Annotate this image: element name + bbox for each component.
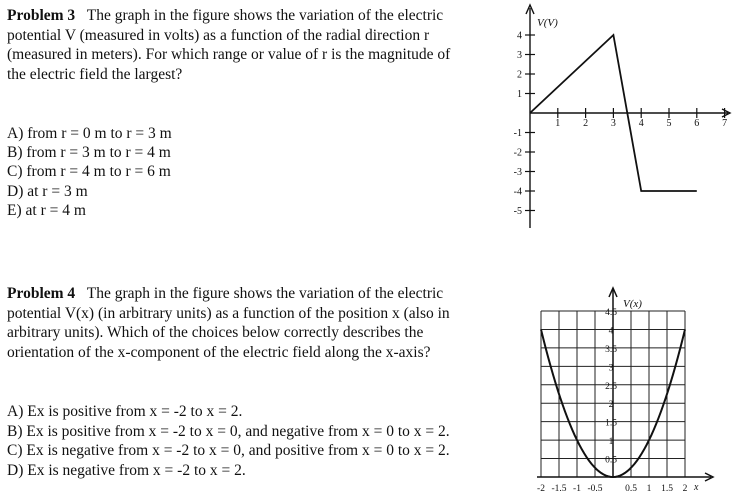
problem4-choice-c[interactable]: C) Ex is negative from x = -2 to x = 0, and positive from x = 0 to x = 2. [7,442,450,459]
x-tick-label: 7 [722,118,728,129]
y-tick-label: 3.5 [605,344,617,355]
problem3-chart [514,5,736,228]
x-tick-label: 2 [583,118,589,129]
y-tick-label: 2.5 [605,381,617,392]
y-tick-label: 0.5 [605,455,617,466]
x-axis-label: x [694,482,699,493]
problem4-label: Problem 4 [7,285,76,302]
x-tick-label: 3 [610,118,616,129]
x-tick-label: 1 [646,484,652,494]
problem3-line-3: (measured in meters). For which range or value of r is the magnitude of [7,46,451,63]
y-tick-label: 4.5 [605,308,617,318]
x-tick-label: 4 [638,118,644,129]
y-tick-label: 3 [517,50,522,61]
x-tick-label: 1 [555,118,561,129]
problem4-choice-a[interactable]: A) Ex is positive from x = -2 to x = 2. [7,403,243,420]
x-tick-label: 1.5 [661,484,673,494]
problem4-line-4: orientation of the x-component of the electric field along the x-axis? [7,343,431,361]
x-tick-label: -1 [573,484,581,494]
problem4-line-3: arbitrary units). Which of the choices below correctly describes the [7,324,424,341]
y-tick-label: 2 [517,69,522,81]
x-tick-label: 2 [682,484,688,494]
y-axis-label: V(V) [537,17,558,29]
x-tick-label: 6 [694,118,700,129]
problem4-choice-d[interactable]: D) Ex is negative from x = -2 to x = 2. [7,461,246,479]
x-tick-label: 0.5 [625,484,637,494]
y-axis-label: V(x) [623,298,642,310]
y-tick-label: 3 [608,363,614,374]
problem3-choice-b[interactable]: B) from r = 3 m to r = 4 m [7,144,171,162]
problem3-choice-e[interactable]: E) at r = 4 m [7,201,86,219]
x-tick-label: -0.5 [587,484,603,494]
problem4-line-2: potential V(x) (in arbitrary units) as a function of the position x (also in [7,304,450,322]
y-tick-label: -1 [513,128,522,139]
y-tick-label: -5 [513,206,522,217]
y-tick-label: 1 [608,437,614,448]
x-tick-label: -2 [537,484,545,494]
x-tick-label: -1.5 [551,484,567,494]
problem4-choice-b[interactable]: B) Ex is positive from x = -2 to x = 0, and negative from x = 0 to x = 2. [7,422,450,440]
problem3-choice-c[interactable]: C) from r = 4 m to r = 6 m [7,163,171,181]
y-tick-label: 1 [517,89,522,100]
problem3-line-4: the electric field the largest? [7,65,183,83]
y-tick-label: -4 [513,186,522,198]
problem4-line-1: The graph in the figure shows the variation of the electric [86,285,444,302]
y-tick-label: 2 [608,400,614,411]
y-tick-label: -2 [513,147,522,159]
y-tick-label: 4 [608,326,614,337]
problem3-line-2: potential V (measured in volts) as a function of the radial direction r [7,26,430,44]
problem3-choice-d[interactable]: D) at r = 3 m [7,182,88,200]
problem3-label: Problem 3 [7,7,76,24]
y-tick-label: -3 [513,167,522,178]
problem4-chart [537,288,713,494]
x-tick-label: 5 [666,118,672,129]
y-tick-label: 1.5 [605,418,617,429]
y-tick-label: 4 [517,30,522,42]
problem3-line-1: The graph in the figure shows the variation of the electric [86,7,444,24]
problem3-choice-a[interactable]: A) from r = 0 m to r = 3 m [7,125,172,142]
